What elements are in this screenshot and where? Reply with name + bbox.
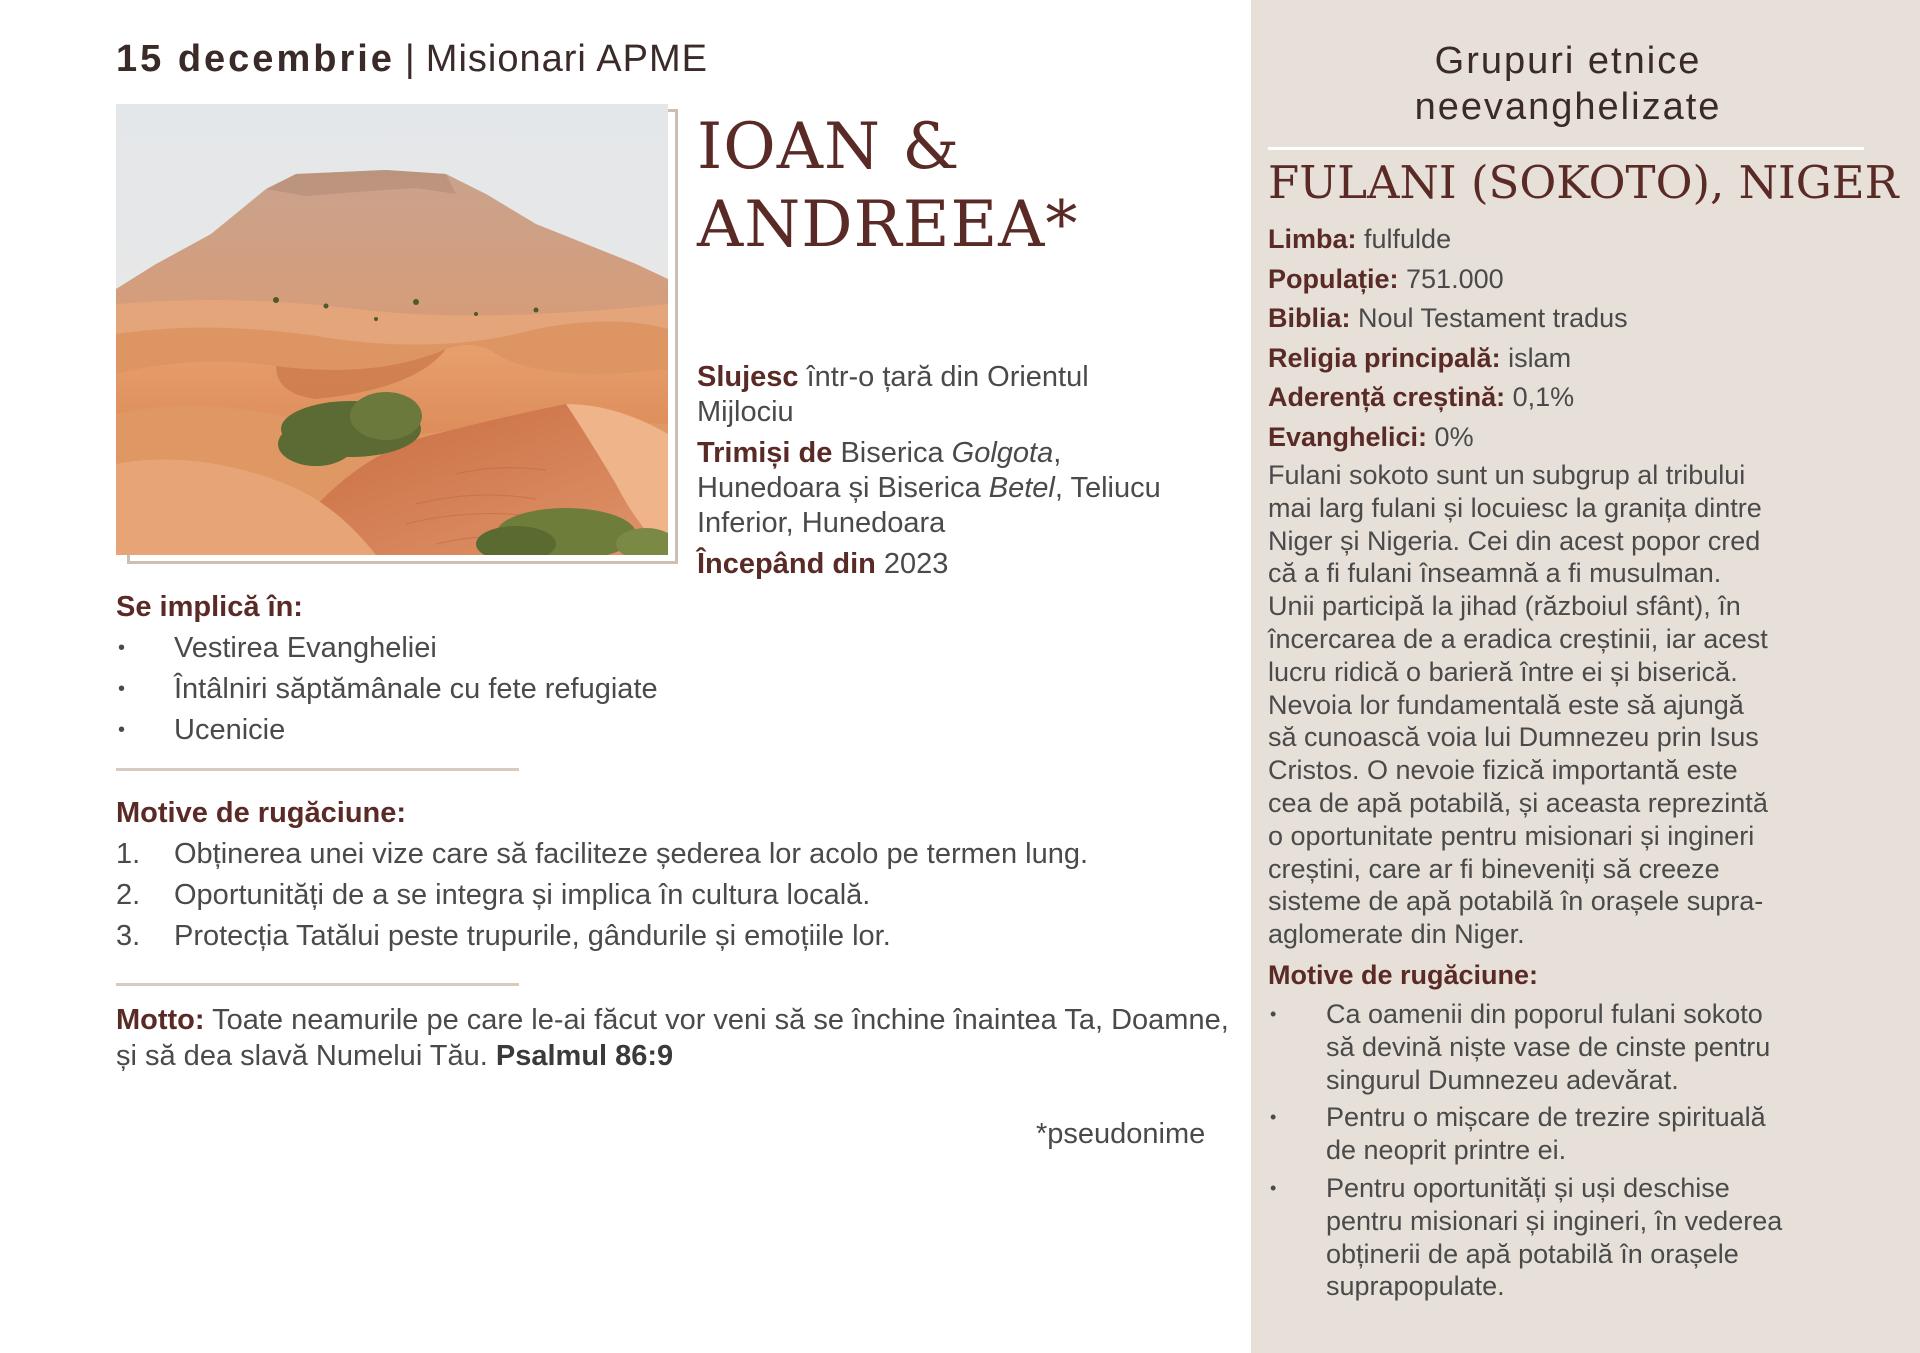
name-line-1: IOAN & (697, 110, 961, 184)
panel-prayer-list (1268, 998, 1868, 1308)
desert-dunes-photo (116, 104, 668, 555)
sent-line3: Inferior, Hunedoara (697, 507, 946, 539)
panel-title: Grupuri etnice neevanghelizate (1414, 40, 1722, 128)
serve-text-1: într-o țară din Orientul (798, 361, 1089, 393)
involved-title: Se implică în: (116, 591, 303, 623)
prayer-line: pentru misionari și ingineri, în vederea (1326, 1205, 1783, 1236)
list-item: • Ucenicie (116, 710, 658, 751)
bullet-icon: • (1270, 1004, 1277, 1024)
description-line: mai larg fulani și locuiesc la granița dintre (1268, 492, 1762, 523)
description-line: încercarea de a eradica creștinii, iar acest (1268, 623, 1768, 654)
description-line: lucru ridică o barieră între ei și biserică. (1268, 656, 1738, 687)
prayer-line: să devină niște vase de cinste pentru (1326, 1031, 1771, 1062)
description-line: Niger și Nigeria. Cei din acest popor cred (1268, 525, 1761, 556)
people-group-name: FULANI (SOKOTO), NIGER (1268, 156, 1899, 209)
bullet-icon: • (118, 678, 126, 700)
list-item: • Întâlniri săptămânale cu fete refugiate (116, 669, 658, 710)
divider (116, 983, 519, 986)
sent-pre: Biserica (832, 437, 952, 469)
description-line: aglomerate din Niger. (1268, 919, 1525, 950)
since-label: Începând din (697, 548, 876, 580)
description-line: o oportunitate pentru misionari și ingineri (1268, 820, 1755, 851)
motto-reference: Psalmul 86:9 (495, 1040, 674, 1072)
list-item: 1. Obținerea unei vize care să faciliteze șederea lor acolo pe termen lung. (116, 834, 1088, 875)
fact-evangelicals: Evanghelici: 0% (1268, 421, 1474, 452)
page-header (116, 38, 708, 81)
header-category: Misionari APME (425, 38, 708, 80)
serve-paragraph (697, 360, 1237, 430)
description-line: Nevoia lor fundamentală este să ajungă (1268, 689, 1744, 720)
motto (116, 1002, 1236, 1074)
facts-list (1268, 220, 1868, 457)
motto-text: Toate neamurile pe care le-ai făcut vor veni să se închine înaintea Ta, Doamne, și să dea slavă Numelui Tău. (116, 1004, 1229, 1072)
bullet-icon: • (118, 719, 126, 741)
prayer-title: Motive de rugăciune: (116, 797, 407, 829)
panel-divider (1268, 147, 1864, 150)
panel-prayer-title: Motive de rugăciune: (1268, 960, 1539, 990)
prayer-line: Pentru o mișcare de trezire spirituală (1326, 1102, 1766, 1133)
serve-text-2: Mijlociu (697, 396, 794, 428)
missionaries-name (697, 108, 1078, 264)
description-line: Fulani sokoto sunt un subgrup al tribului (1268, 460, 1746, 490)
item-number: 2. (116, 879, 141, 911)
prayer-line: de neoprit printre ei. (1326, 1135, 1567, 1166)
name-line-2: ANDREEA* (697, 188, 1079, 262)
list-item (1268, 1101, 1868, 1167)
bullet-icon: • (1270, 1177, 1277, 1198)
description-line: sisteme de apă potabilă în orașele supra- (1268, 886, 1764, 917)
header-separator: | (404, 38, 416, 80)
since-year: 2023 (875, 548, 949, 580)
description-line: cea de apă potabilă, și aceasta reprezintă (1268, 787, 1768, 818)
list-item: • Vestirea Evangheliei (116, 628, 658, 669)
fact-christian-adherence: Aderență creștină: 0,1% (1268, 382, 1575, 412)
involved-list (116, 628, 658, 751)
prayer-line: Ca oamenii din poporul fulani sokoto (1326, 999, 1763, 1029)
list-item: 2. Oportunități de a se integra și implica în cultura locală. (116, 875, 1088, 916)
item-number: 3. (116, 920, 141, 952)
sent-line2-post: , Teliucu (1054, 472, 1161, 504)
church-1: Golgota (951, 437, 1054, 469)
sent-paragraph (697, 436, 1237, 541)
item-number: 1. (116, 838, 141, 870)
fact-religion: Religia principală: islam (1268, 342, 1572, 373)
description-line: să cunoască voia lui Dumnezeu prin Isus (1268, 722, 1759, 753)
sent-mid: , (1053, 437, 1062, 469)
description-line: creștini, care ar fi bineveniți să creeze (1268, 853, 1720, 884)
people-description (1268, 459, 1868, 951)
since-paragraph (697, 547, 1237, 582)
prayer-line: singurul Dumnezeu adevărat. (1326, 1064, 1679, 1095)
date: 15 decembrie (116, 38, 395, 80)
sent-line2-pre: Hunedoara și Biserica (697, 472, 989, 504)
description-line: Unii participă la jihad (războiul sfânt), în (1268, 591, 1741, 622)
church-2: Betel (988, 472, 1055, 504)
motto-label: Motto: (116, 1004, 205, 1036)
bullet-icon: • (118, 637, 126, 659)
list-item (1268, 1172, 1868, 1303)
footnote: *pseudonime (1036, 1118, 1206, 1150)
prayer-line: Pentru oportunități și uși deschise (1326, 1172, 1730, 1203)
prayer-list (116, 834, 1088, 957)
list-item: 3. Protecția Tatălui peste trupurile, gândurile și emoțiile lor. (116, 916, 1088, 957)
bullet-icon: • (1270, 1107, 1277, 1128)
prayer-line: obținerii de apă potabilă în orașele (1326, 1238, 1739, 1269)
list-item (1268, 998, 1868, 1096)
fact-language: Limba: fulfulde (1268, 224, 1452, 254)
fact-bible: Biblia: Noul Testament tradus (1268, 303, 1628, 333)
description-line: că a fi fulani înseamnă a fi musulman. (1268, 558, 1722, 589)
missionary-info (697, 360, 1237, 588)
serve-label: Slujesc (697, 361, 799, 393)
sent-label: Trimiși de (697, 437, 833, 469)
fact-population: Populație: 751.000 (1268, 263, 1504, 294)
divider (116, 768, 519, 771)
prayer-line: suprapopulate. (1326, 1271, 1505, 1302)
description-line: Cristos. O nevoie fizică importantă este (1268, 755, 1738, 786)
